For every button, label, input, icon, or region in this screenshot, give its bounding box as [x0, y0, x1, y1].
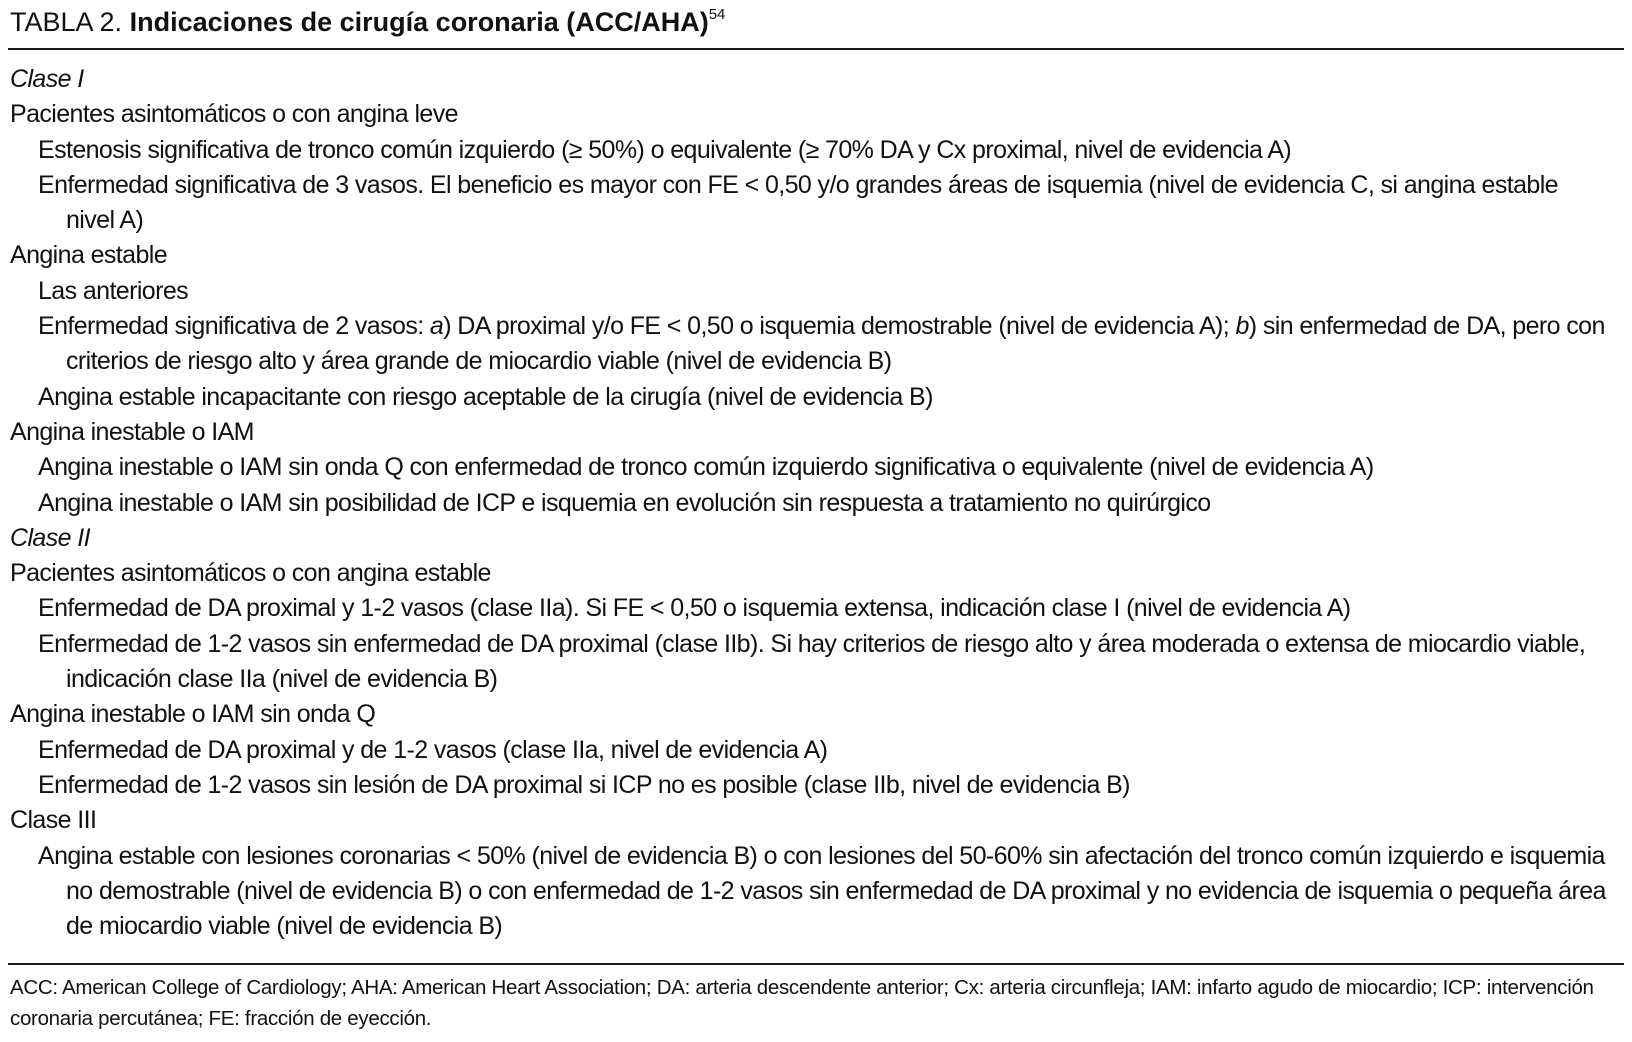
- list-marker-b: b: [1235, 312, 1249, 341]
- group-heading: Pacientes asintomáticos o con angina estable: [10, 559, 491, 588]
- table-label: TABLA 2.: [10, 7, 123, 37]
- group-heading: Angina inestable o IAM: [10, 417, 254, 446]
- list-marker-a: a: [429, 312, 444, 341]
- list-item: Angina inestable o IAM sin posibilidad de ICP e isquemia en evolución sin respuesta a tratamiento no quirúrgico: [38, 488, 1211, 517]
- top-rule: [8, 48, 1624, 50]
- list-item-text: ) sin enfermedad de DA, pero con criterios de riesgo alto y área grande de miocardio viable (nivel de evidencia B): [66, 312, 1605, 376]
- list-item-text: Enfermedad significativa de 2 vasos:: [38, 312, 430, 341]
- list-item: Enfermedad significativa de 3 vasos. El beneficio es mayor con FE < 0,50 y/o grandes áreas de isquemia (nivel de evidencia C, si angina estable nivel A): [38, 170, 1558, 235]
- reference-superscript: 54: [708, 6, 726, 23]
- list-item: Enfermedad de DA proximal y 1-2 vasos (clase IIa). Si FE < 0,50 o isquemia extensa, indicación clase I (nivel de evidencia A): [38, 594, 1351, 623]
- list-item: [0, 309, 1632, 380]
- bottom-rule: [8, 963, 1624, 965]
- list-item: Angina estable incapacitante con riesgo aceptable de la cirugía (nivel de evidencia B): [38, 382, 933, 411]
- abbreviations-footnote: ACC: American College of Cardiology; AHA: American Heart Association; DA: arteria descendente anterior; Cx: arteria circunfleja; IAM: infarto agudo de miocardio; ICP: intervención coronaria percutánea; FE: fracción de eyección.: [10, 976, 1594, 1030]
- list-item: Angina inestable o IAM sin onda Q con enfermedad de tronco común izquierdo significativa o equivalente (nivel de evidencia A): [38, 453, 1374, 482]
- list-item: Enfermedad de DA proximal y de 1-2 vasos (clase IIa, nivel de evidencia A): [38, 735, 828, 764]
- table-body: [0, 62, 1632, 944]
- group-heading: Angina estable: [10, 241, 168, 270]
- class-i-heading: Clase I: [10, 65, 84, 93]
- list-item: Estenosis significativa de tronco común izquierdo (≥ 50%) o equivalente (≥ 70% DA y Cx proximal, nivel de evidencia A): [38, 135, 1292, 164]
- class-ii-heading: Clase II: [10, 523, 90, 552]
- group-heading: Pacientes asintomáticos o con angina leve: [10, 100, 458, 129]
- list-item: Las anteriores: [38, 276, 189, 305]
- class-iii-heading: Clase III: [10, 806, 97, 835]
- list-item: Enfermedad de 1-2 vasos sin lesión de DA proximal si ICP no es posible (clase IIb, nivel de evidencia B): [38, 770, 1130, 799]
- table-title: [10, 4, 1620, 40]
- list-item-text: ) DA proximal y/o FE < 0,50 o isquemia demostrable (nivel de evidencia A);: [443, 312, 1236, 341]
- list-item: Angina estable con lesiones coronarias < 50% (nivel de evidencia B) o con lesiones del 50-60% sin afectación del tronco común izquierdo e isquemia no demostrable (nivel de evidencia B) o con enfermedad de 1-2 vasos sin enfermedad de DA proximal y no evidencia de isquemia o pequeña área de miocardio viable (nivel de evidencia B): [38, 841, 1606, 941]
- list-item: Enfermedad de 1-2 vasos sin enfermedad de DA proximal (clase IIb). Si hay criterios de riesgo alto y área moderada o extensa de miocardio viable, indicación clase IIa (nivel de evidencia B): [38, 629, 1586, 694]
- group-heading: Angina inestable o IAM sin onda Q: [10, 700, 376, 729]
- table-title-text: Indicaciones de cirugía coronaria (ACC/AHA): [129, 7, 709, 37]
